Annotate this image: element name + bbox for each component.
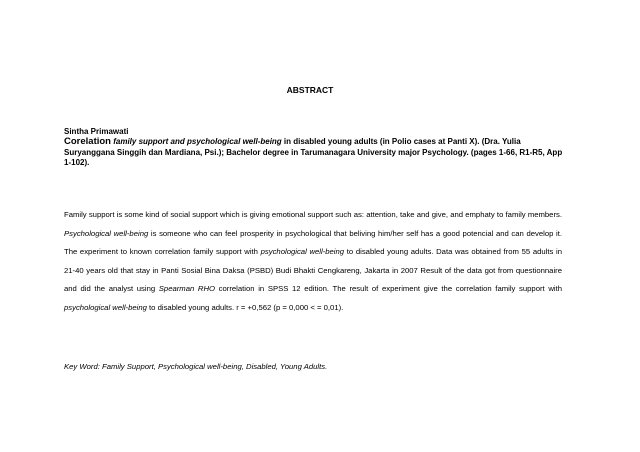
citation-topic: family support and psychological well-being <box>113 137 282 146</box>
abstract-heading: ABSTRACT <box>286 85 334 95</box>
abstract-term-pwb-2: psychological well-being <box>260 247 345 257</box>
keywords-line: Key Word: Family Support, Psychological well-being, Disabled, Young Adults. <box>64 362 328 371</box>
abstract-sentence-3: to disabled young adults. Data was obtained from 55 adults in 21-40 years old that stay in Panti Sosial Bina Daksa (PSBD) Budi Bhakti Cengkareng, Jakarta in 2007 Result of the data got from questionnaire and did the analyst using <box>64 247 563 294</box>
abstract-term-pwb-1: Psychological well-being <box>64 228 149 238</box>
citation-rest: in disabled young adults (in Polio cases at Panti X). (Dra. Yulia Suryanggana Singgih dan Mardiana, Psi.); Bachelor degree in Tarumanagara University major Psychology. (pages 1-66, R1-R5, App 1-102). <box>64 137 563 167</box>
abstract-term-spearman: Spearman RHO <box>158 284 216 294</box>
abstract-sentence-5: to disabled young adults. r = +0,562 (p = 0,000 < = 0,01). <box>146 302 344 312</box>
abstract-sentence-2: is someone who can feel prosperity in psychological that beliving him/her self has a good potencial and can develop it. The experiment to known correlation family support with <box>64 228 562 257</box>
thesis-citation <box>64 137 564 169</box>
abstract-body <box>64 206 562 318</box>
abstract-sentence-4: correlation in SPSS 12 edition. The result of experiment give the correlation family support with <box>215 284 563 294</box>
author-name: Sintha Primawati <box>64 127 129 136</box>
abstract-term-pwb-3: psychological well-being <box>64 302 147 312</box>
abstract-sentence-1: Family support is some kind of social support which is giving emotional support such as: attention, take and give, and emphaty to family members. <box>64 210 562 219</box>
citation-lead: Corelation <box>64 136 111 147</box>
